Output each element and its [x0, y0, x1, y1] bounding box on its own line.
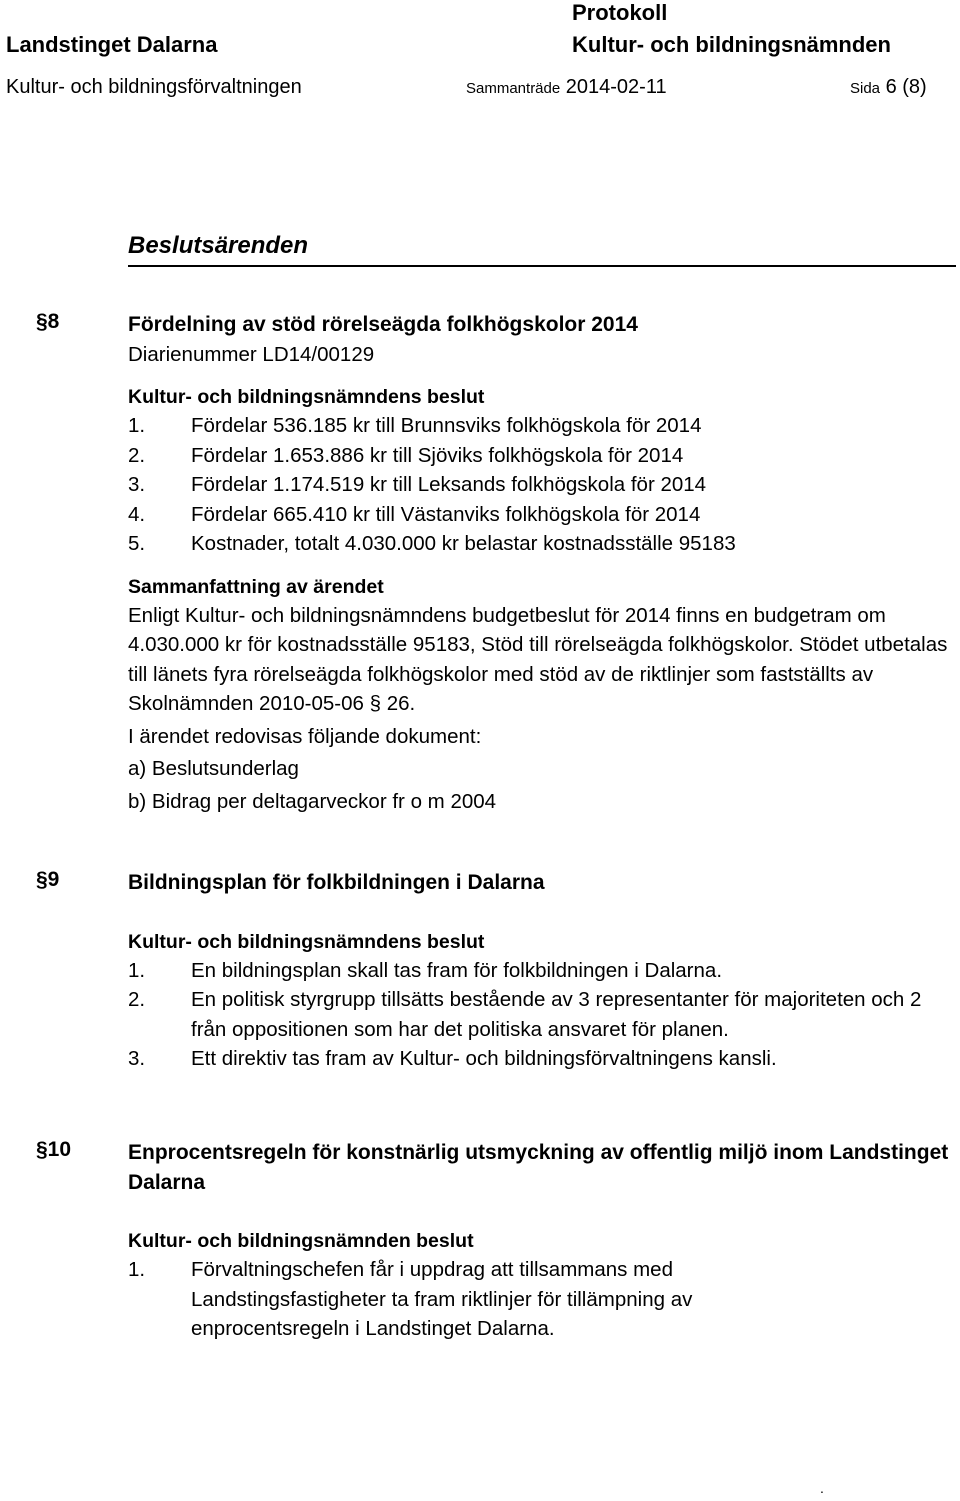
- documents-intro: I ärendet redovisas följande dokument:: [128, 724, 482, 748]
- list-item: 5. Kostnader, totalt 4.030.000 kr belastar kostnadsställe 95183: [128, 532, 736, 555]
- list-item: 3. Fördelar 1.174.519 kr till Leksands folkhögskola för 2014: [128, 473, 707, 496]
- item-title: Bildningsplan för folkbildningen i Dalarna: [128, 871, 545, 894]
- agenda-item-8: [128, 310, 958, 816]
- committee-name: Kultur- och bildningsnämnden: [572, 32, 891, 57]
- decision-list: [128, 956, 958, 1074]
- list-item: 1. En bildningsplan skall tas fram för folkbildningen i Dalarna.: [128, 958, 723, 982]
- meeting-info: [466, 76, 667, 99]
- decision-heading: Kultur- och bildningsnämnden beslut: [128, 1230, 474, 1252]
- department-name: Kultur- och bildningsförvaltningen: [6, 76, 302, 98]
- summary-heading: Sammanfattning av ärendet: [128, 575, 384, 598]
- item-title: Enprocentsregeln för konstnärlig utsmyckning av offentlig miljö inom Landstinget Dalarna: [128, 1141, 949, 1194]
- list-item: 1. Fördelar 536.185 kr till Brunnsviks folkhögskola för 2014: [128, 414, 702, 437]
- document-item: b) Bidrag per deltagarveckor fr o m 2004: [128, 789, 497, 813]
- item-title: Fördelning av stöd rörelseägda folkhögskolor 2014: [128, 313, 638, 336]
- diary-number: Diarienummer LD14/00129: [128, 342, 375, 366]
- list-item: 2. Fördelar 1.653.886 kr till Sjöviks folkhögskola för 2014: [128, 443, 684, 467]
- page-number: [850, 76, 927, 99]
- decision-heading: Kultur- och bildningsnämndens beslut: [128, 386, 485, 408]
- decision-list: [128, 1255, 958, 1344]
- decision-list: [128, 411, 958, 559]
- list-item: 2. En politisk styrgrupp tillsätts bestående av 3 representanter för majoriteten och 2 från oppositionen som har det politiska ansvaret för planen.: [128, 988, 922, 1041]
- page-label: Sida: [850, 80, 881, 97]
- meeting-label: Sammanträde: [466, 80, 561, 97]
- summary-text: Enligt Kultur- och bildningsnämndens budgetbeslut för 2014 finns en budgetram om 4.030.000 kr för kostnadsställe 95183, Stöd till rörelseägda folkhögskolor. Stödet utbetalas till länets fyra rörelseägda folkhögskolor med stöd av de riktlinjer som fastställts av Skolnämnden 2010-05-06 § 26.: [128, 603, 948, 715]
- page-value: 6 (8): [885, 76, 927, 98]
- stray-mark: .: [820, 1480, 824, 1496]
- document-item: a) Beslutsunderlag: [128, 757, 299, 780]
- section-heading: Beslutsärenden: [128, 232, 309, 259]
- agenda-item-9: [128, 868, 958, 1074]
- list-item: 4. Fördelar 665.410 kr till Västanviks folkhögskola för 2014: [128, 502, 701, 526]
- organization-name: Landstinget Dalarna: [6, 32, 218, 57]
- section-divider: [128, 265, 956, 267]
- decision-heading: Kultur- och bildningsnämndens beslut: [128, 930, 485, 953]
- meeting-date: 2014-02-11: [565, 76, 667, 98]
- list-item: 3. Ett direktiv tas fram av Kultur- och bildningsförvaltningens kansli.: [128, 1047, 777, 1070]
- document-type: Protokoll: [572, 0, 668, 25]
- agenda-item-10: [128, 1138, 958, 1344]
- paragraph-number: §8: [36, 310, 60, 333]
- list-item: 1. Förvaltningschefen får i uppdrag att tillsammans med Landstingsfastigheter ta fram riktlinjer för tillämpning av enprocentsregeln i Landstinget Dalarna.: [128, 1258, 693, 1340]
- paragraph-number: §9: [36, 868, 60, 891]
- paragraph-number: §10: [36, 1138, 72, 1161]
